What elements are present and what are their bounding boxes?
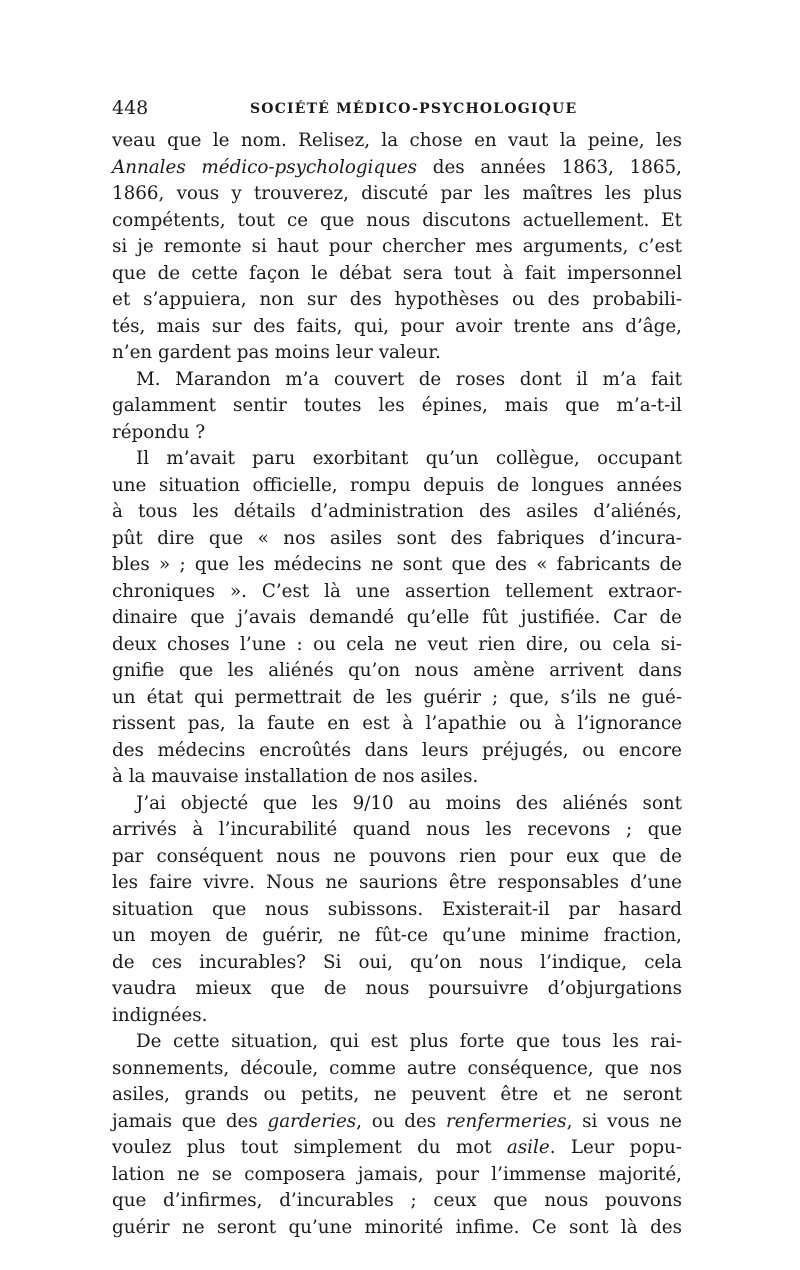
text-line	[112, 605, 682, 632]
text-line	[112, 261, 682, 288]
italic-text: garderies	[267, 1110, 357, 1132]
text-line	[112, 181, 682, 208]
text-line	[112, 711, 682, 738]
text-line	[112, 128, 682, 155]
text-segment: si je remonte si haut pour chercher mes arguments, c’est	[112, 236, 682, 257]
text-line	[112, 1056, 682, 1083]
text-line	[112, 234, 682, 261]
text-line	[112, 923, 682, 950]
text-segment: lation ne se composera jamais, pour l’immense majorité,	[112, 1163, 682, 1185]
running-head	[112, 96, 682, 120]
text-segment: galamment sentir toutes les épines, mais que m’a-t-il	[112, 395, 682, 416]
text-segment: des médecins encroûtés dans leurs préjugés, ou encore	[112, 739, 682, 761]
text-line	[112, 155, 682, 182]
text-line	[112, 579, 682, 606]
text-segment: . Leur popu-	[549, 1137, 682, 1158]
text-segment: M. Marandon m’a couvert de roses dont il m’a fait	[136, 368, 682, 390]
body-text	[112, 128, 682, 1241]
text-line	[112, 1135, 682, 1162]
text-segment: que de cette façon le débat sera tout à fait impersonnel	[112, 262, 682, 284]
text-segment: dinaire que j’avais demandé qu’elle fût justifiée. Car de	[112, 607, 682, 628]
text-line	[112, 817, 682, 844]
text-line	[112, 208, 682, 235]
italic-text: Annales médico-psychologiques	[112, 156, 418, 178]
text-segment: Il m’avait paru exorbitant qu’un collègue, occupant	[136, 448, 682, 469]
text-line	[112, 340, 682, 367]
text-line	[112, 897, 682, 924]
italic-text: asile	[506, 1137, 550, 1158]
text-segment: tés, mais sur des faits, qui, pour avoir trente ans d’âge,	[112, 315, 682, 337]
text-line	[112, 1082, 682, 1109]
text-segment: J’ai objecté que les 9/10 au moins des aliénés sont	[136, 792, 682, 814]
text-segment: compétents, tout ce que nous discutons actuellement. Et	[112, 209, 682, 231]
text-segment: deux choses l’une : ou cela ne veut rien dire, ou cela si-	[112, 633, 682, 655]
text-segment: répondu ?	[112, 421, 206, 443]
text-line	[112, 1003, 682, 1030]
text-line	[112, 791, 682, 818]
running-title: SOCIÉTÉ MÉDICO-PSYCHOLOGIQUE	[250, 101, 578, 117]
text-segment: vaudra mieux que de nous poursuivre d’objurgations	[112, 978, 682, 999]
text-segment: bles » ; que les médecins ne sont que des « fabricants de	[112, 554, 682, 575]
text-line	[112, 367, 682, 394]
text-segment: que d’infirmes, d’incurables ; ceux que nous pouvons	[112, 1190, 682, 1211]
text-segment: De cette situation, qui est plus forte que tous les rai-	[136, 1031, 682, 1052]
text-line	[112, 526, 682, 553]
text-segment: pût dire que « nos asiles sont des fabriques d’incura-	[112, 527, 682, 549]
text-line	[112, 764, 682, 791]
text-segment: , si vous ne	[566, 1110, 682, 1132]
text-segment: une situation officielle, rompu depuis de longues années	[112, 474, 682, 496]
text-line	[112, 420, 682, 447]
text-line	[112, 870, 682, 897]
text-line	[112, 738, 682, 765]
text-segment: à la mauvaise installation de nos asiles.	[112, 766, 479, 787]
text-line	[112, 473, 682, 500]
text-segment: , ou des	[356, 1110, 446, 1132]
text-segment: un état qui permettrait de les guérir ; que, s’ils ne gué-	[112, 686, 682, 708]
text-line	[112, 1162, 682, 1189]
text-line	[112, 1029, 682, 1056]
text-line	[112, 976, 682, 1003]
text-line	[112, 446, 682, 473]
text-segment: un moyen de guérir, ne fût-ce qu’une minime fraction,	[112, 925, 682, 946]
text-segment: chroniques ». C’est là une assertion tellement extraor-	[112, 580, 682, 602]
text-line	[112, 393, 682, 420]
text-line	[112, 287, 682, 314]
text-segment: veau que le nom. Relisez, la chose en vaut la peine, les	[112, 130, 682, 151]
text-line	[112, 1188, 682, 1215]
text-segment: situation que nous subissons. Existerait-il par hasard	[112, 898, 682, 920]
text-line	[112, 658, 682, 685]
italic-text: renfermeries	[445, 1110, 567, 1132]
text-line	[112, 950, 682, 977]
text-line	[112, 1215, 682, 1242]
text-segment: n’en gardent pas moins leur valeur.	[112, 342, 441, 363]
text-line	[112, 632, 682, 659]
text-segment: par conséquent nous ne pouvons rien pour eux que de	[112, 845, 682, 867]
text-segment: arrivés à l’incurabilité quand nous les recevons ; que	[112, 819, 682, 840]
text-segment: guérir ne seront qu’une minorité infime. Ce sont là des	[112, 1216, 682, 1238]
text-line	[112, 1109, 682, 1136]
text-line	[112, 844, 682, 871]
text-segment: jamais que des	[112, 1110, 268, 1132]
text-segment: gnifie que les aliénés qu’on nous amène arrivent dans	[112, 660, 682, 681]
text-segment: rissent pas, la faute en est à l’apathie ou à l’ignorance	[112, 713, 682, 734]
text-segment: sonnements, découle, comme autre conséquence, que nos	[112, 1057, 682, 1079]
page-number: 448	[112, 97, 149, 119]
text-segment: à tous les détails d’administration des asiles d’aliénés,	[112, 501, 682, 522]
text-segment: les faire vivre. Nous ne saurions être responsables d’une	[112, 872, 682, 893]
text-segment: indignées.	[112, 1004, 208, 1026]
text-line	[112, 552, 682, 579]
text-segment: asiles, grands ou petits, ne peuvent être et ne seront	[112, 1084, 682, 1105]
text-line	[112, 499, 682, 526]
text-line	[112, 314, 682, 341]
text-segment: de ces incurables? Si oui, qu’on nous l’indique, cela	[112, 951, 682, 973]
text-segment: des années 1863, 1865,	[417, 156, 682, 178]
text-segment: 1866, vous y trouverez, discuté par les maîtres les plus	[112, 183, 682, 204]
text-line	[112, 685, 682, 712]
text-segment: et s’appuiera, non sur des hypothèses ou des probabili-	[112, 289, 682, 310]
text-segment: voulez plus tout simplement du mot	[112, 1137, 507, 1158]
